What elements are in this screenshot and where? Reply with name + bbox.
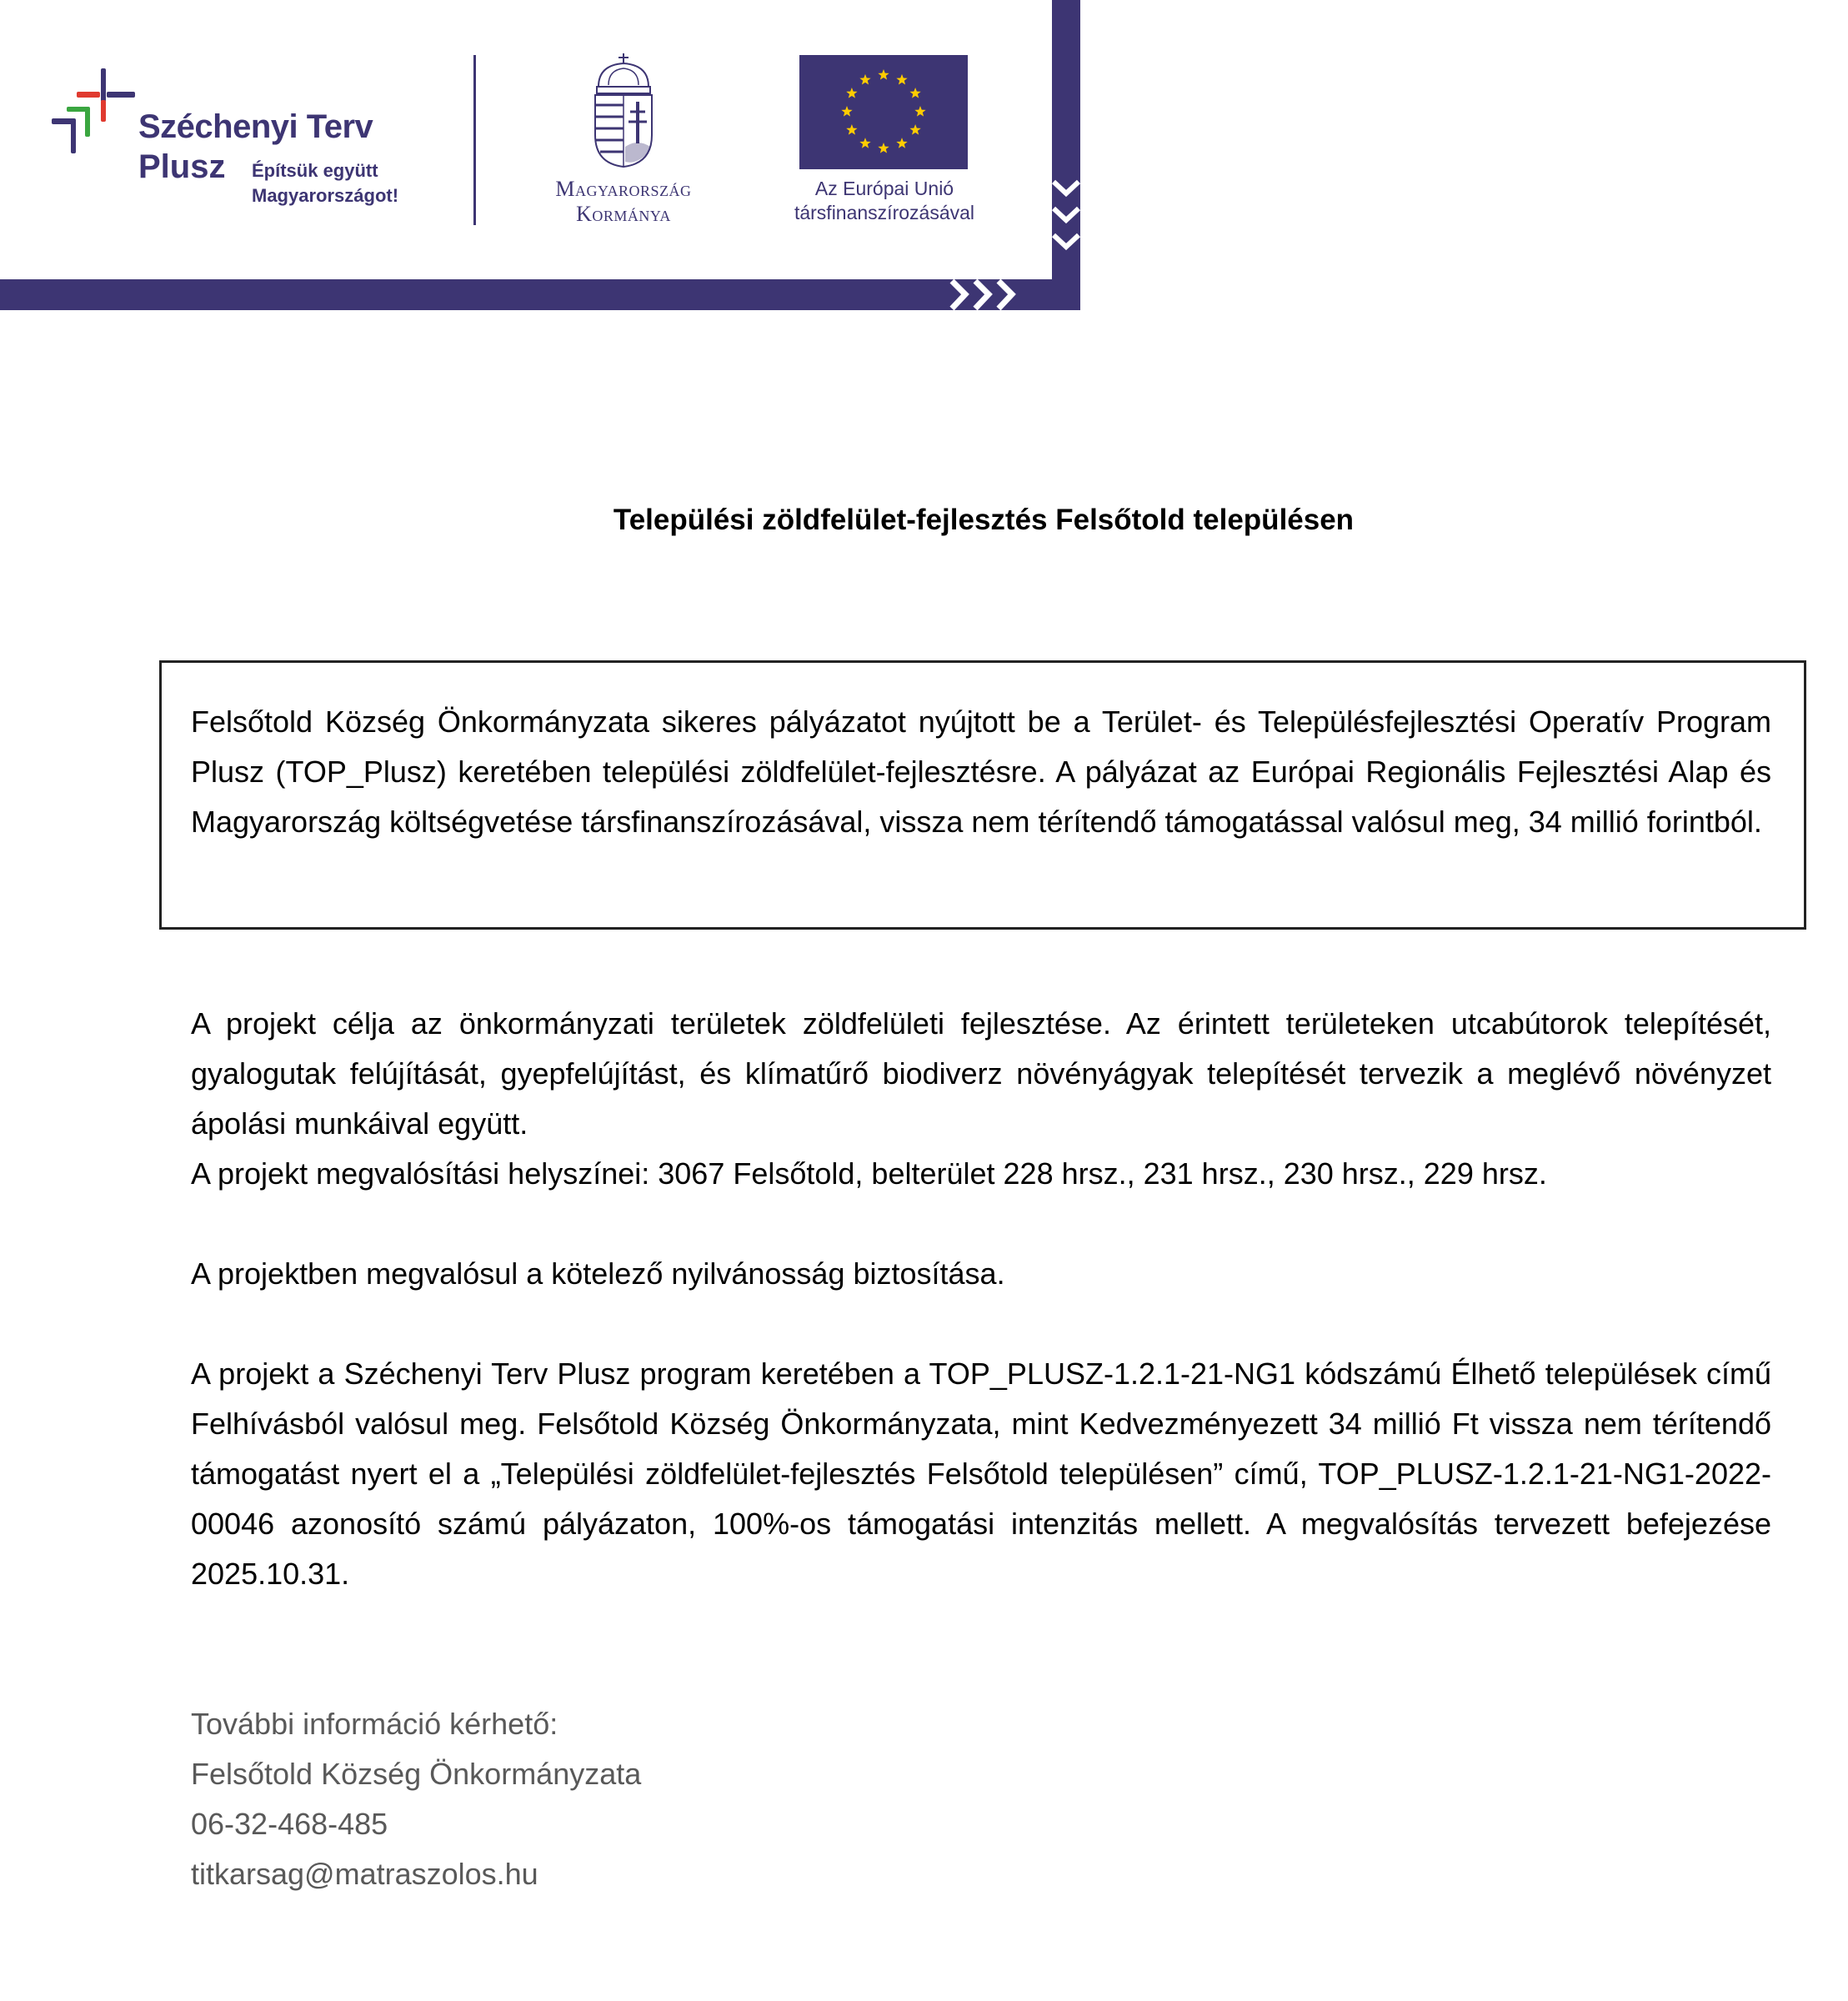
contact-phone[interactable]: 06-32-468-485 [191,1807,388,1841]
government-logo-text [525,177,722,227]
coat-of-arms-icon [590,52,657,168]
contact-organization: Felsőtold Község Önkormányzata [191,1757,642,1791]
government-line-1: Magyarország [555,177,692,201]
szechenyi-plusz: Plusz [138,148,226,185]
szechenyi-tagline-2: Magyarországot! [252,185,399,206]
eu-line-1: Az Európai Unió [814,178,954,199]
eu-line-2: társfinanszírozásával [794,202,975,223]
contact-email[interactable]: titkarsag@matraszolos.hu [191,1857,538,1891]
banner-right-bar [1052,0,1080,310]
szechenyi-terv-plusz-logo [52,67,418,225]
document-title: Települési zöldfelület-fejlesztés Felsőtold településen [613,504,1355,536]
eu-logo-text [764,177,1005,225]
header-banner [0,0,1084,310]
summary-paragraph: Felsőtold Község Önkormányzata sikeres pályázatot nyújtott be a Terület- és Településfejlesztési Operatív Program Plusz (TOP_Plusz) keretében települési zöldfelület-fejlesztésre. A pályázat az Európai Regionális Fejlesztési Alap és Magyarország költségvetése társfinanszírozásával, vissza nem térítendő támogatással valósul meg, 34 millió forintból. [191,705,1771,839]
szechenyi-cross-icon [52,67,135,158]
contact-info [191,1699,641,1899]
funding-details-paragraph: A projekt a Széchenyi Terv Plusz program keretében a TOP_PLUSZ-1.2.1-21-NG1 kódszámú Élhető települések című Felhívásból valósul meg. Felsőtold Község Önkormányzata, mint Kedvezményezett 34 millió Ft vissza nem térítendő támogatást nyert el a „Települési zöldfelület-fejlesztés Felsőtold településen” című, TOP_PLUSZ-1.2.1-21-NG1-2022-00046 azonosító számú pályázaton, 100%-os támogatási intenzitás mellett. A megvalósítás tervezett befejezése 2025.10.31. [191,1357,1771,1591]
szechenyi-tagline-1: Építsük együtt [252,160,378,181]
publicity-paragraph: A projektben megvalósul a kötelező nyilvánosság biztosítása. [191,1256,1005,1291]
project-locations-paragraph: A projekt megvalósítási helyszínei: 3067 Felsőtold, belterület 228 hrsz., 231 hrsz., 230 hrsz., 229 hrsz. [191,1156,1547,1191]
chevron-right-icon [942,279,1034,310]
banner-bottom-bar [0,279,1080,310]
project-goal-paragraph: A projekt célja az önkormányzati területek zöldfelületi fejlesztése. Az érintett területeken utcabútorok telepítését, gyalogutak felújítását, gyepfelújítást, és klímatűrő biodiverz növényágyak telepítését tervezik a meglévő növényzet ápolási munkáival együtt. [191,1006,1771,1141]
chevron-down-icon [1052,175,1080,258]
government-line-2: Kormánya [576,202,671,226]
szechenyi-title: Széchenyi Terv [138,108,373,145]
contact-label: További információ kérhető: [191,1707,558,1741]
eu-flag-icon [799,55,968,169]
logo-divider [473,55,476,225]
